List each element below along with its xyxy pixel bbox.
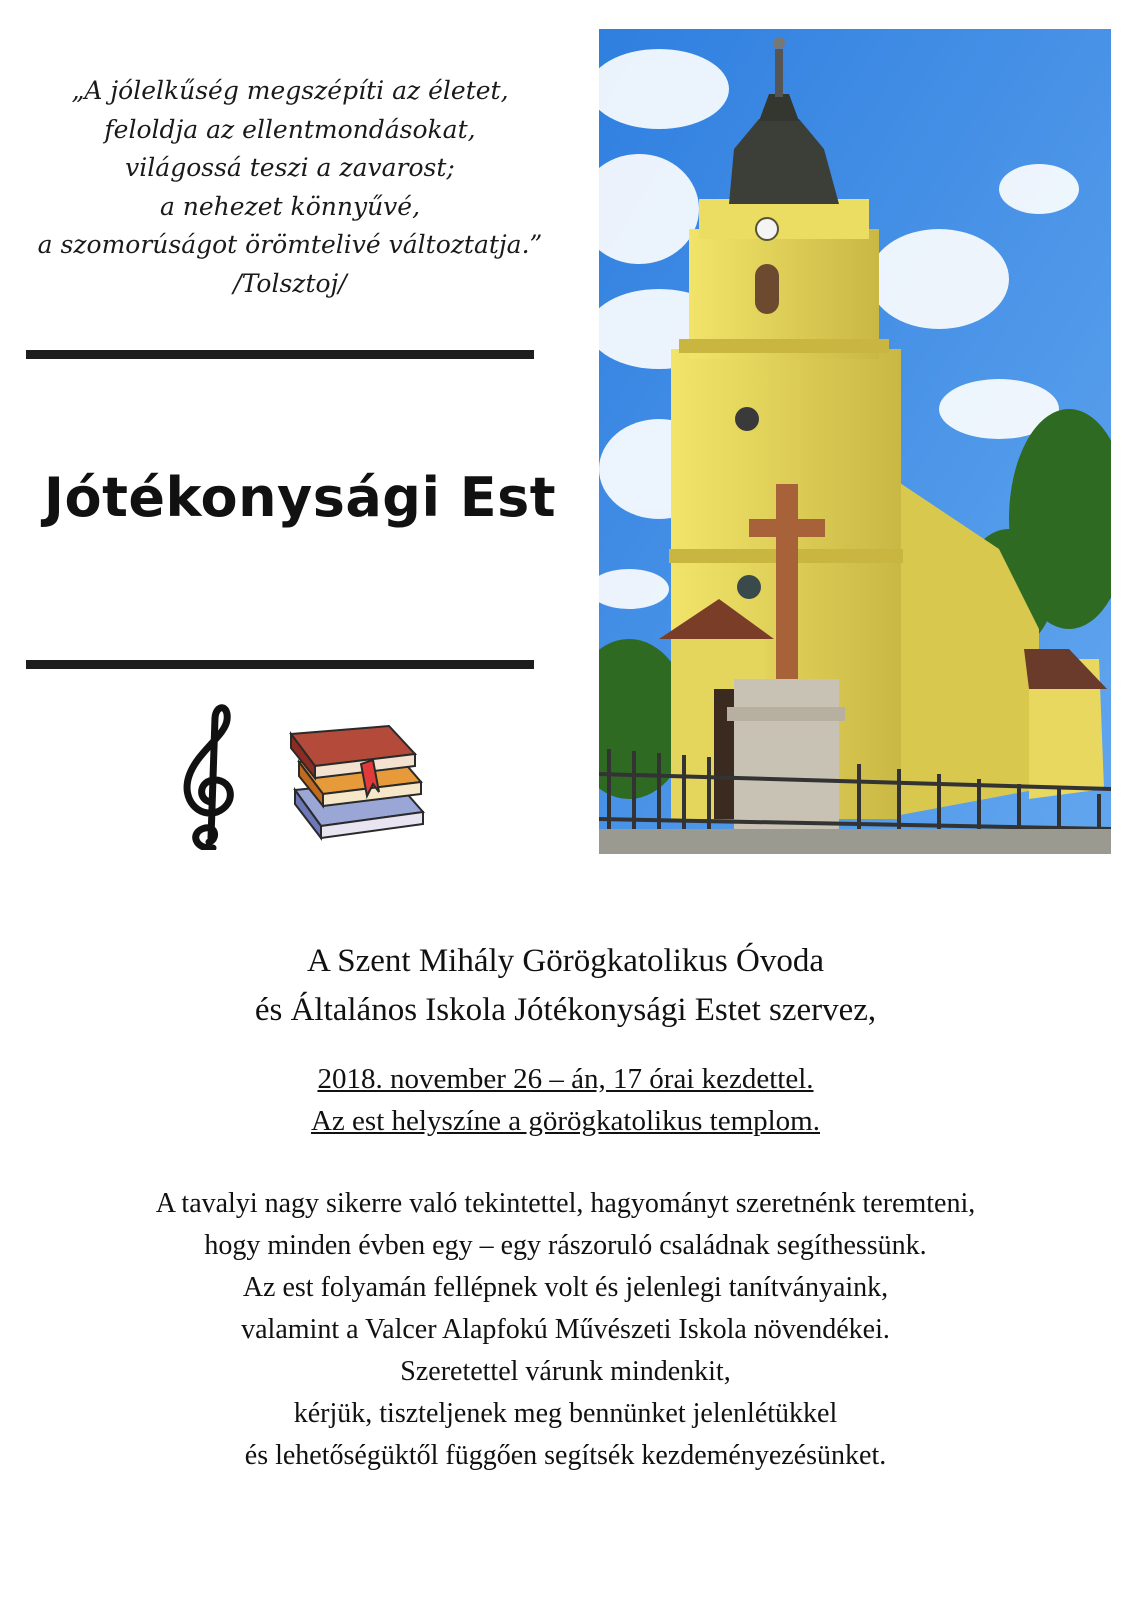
church-photo [599,29,1111,854]
divider-top [26,350,534,359]
event-venue: Az est helyszíne a görögkatolikus templom. [310,1105,820,1137]
description-line: kérjük, tiszteljenek meg bennünket jelenlétükkel [293,1398,838,1429]
books-icon [285,720,435,850]
divider-bottom [26,660,534,669]
description-line: A tavalyi nagy sikerre való tekintettel, hagyományt szeretnénk teremteni, [155,1188,976,1219]
quote-line: világossá teszi a zavarost; [125,153,455,182]
organizer-text [0,937,1131,1035]
description-line: és lehetőségüktől függően segítsék kezdeményezésünket. [244,1440,887,1471]
event-date: 2018. november 26 – án, 17 órai kezdettel. [317,1063,814,1095]
description-line: valamint a Valcer Alapfokú Művészeti Iskola növendékei. [241,1314,890,1345]
tolstoy-quote [20,72,560,303]
organizer-line: A Szent Mihály Görögkatolikus Óvoda [307,943,824,979]
description-line: Szeretettel várunk mindenkit, [400,1356,731,1387]
quote-line: a szomorúságot örömtelivé változtatja.” [37,230,543,259]
description-text [0,1183,1131,1477]
event-details [0,1058,1131,1142]
description-line: hogy minden évben egy – egy rászoruló családnak segíthessünk. [204,1230,927,1261]
quote-line: „A jólelkűség megszépíti az életet, [71,76,509,105]
quote-line: feloldja az ellentmondásokat, [104,114,476,144]
treble-clef-icon [175,700,245,850]
quote-line: a nehezet könnyűvé, [159,191,421,221]
organizer-line: és Általános Iskola Jótékonysági Estet szervez, [254,992,877,1028]
event-title: Jótékonysági Est [43,466,557,529]
quote-author: /Tolsztoj/ [233,268,347,298]
description-line: Az est folyamán fellépnek volt és jelenlegi tanítványaink, [242,1272,889,1303]
